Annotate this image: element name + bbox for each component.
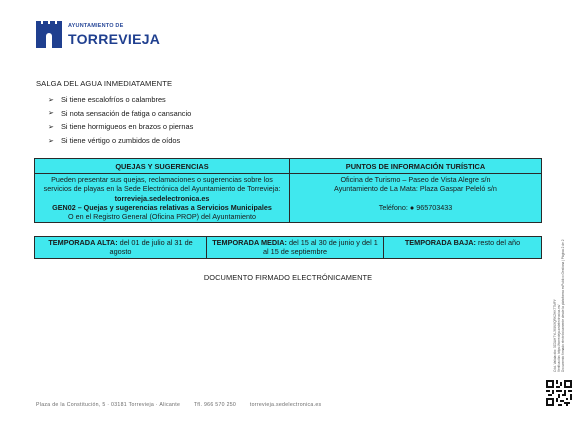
signature-note: Documento firmado electrónicamente desde la plataforma esPublico Gestiona | Página 2 de 2 [561,239,566,372]
season-high-value: del 01 de julio al 31 de agosto [109,238,193,257]
complaints-header: QUEJAS Y SUGERENCIAS [35,159,290,174]
list-item-text: Si tiene hormigueos en brazos o piernas [61,122,194,132]
la-mata-text: Ayuntamiento de La Mata: Plaza Gaspar Peleló s/n [334,184,497,194]
warning-list [48,93,193,147]
section-title: SALGA DEL AGUA INMEDIATAMENTE [36,79,173,88]
season-low-label: TEMPORADA BAJA: [404,238,476,247]
tourist-info-header: PUNTOS DE INFORMACIÓN TURÍSTICA [290,159,542,174]
qr-code-icon [546,380,572,406]
complaints-text: Pueden presentar sus quejas, reclamaciones o sugerencias sobre los servicios de playas en la Sede Electrónica del Ayuntamiento de Torrevieja: [43,175,281,194]
list-item [48,93,193,107]
list-item-text: Si tiene vértigo o zumbidos de oídos [61,136,181,146]
logo [34,20,160,50]
footer-address: Plaza de la Constitución, 5 · 03181 Torrevieja · Alicante [36,402,181,408]
validation-stamp-text [553,222,566,372]
list-item [48,107,193,121]
info-table [34,158,542,223]
logo-title: TORREVIEJA [68,30,161,47]
validation-stamp [549,222,573,372]
season-low-value: resto del año [477,238,521,247]
tourist-office-text: Oficina de Turismo – Paseo de Vista Alegre s/n [340,175,491,184]
season-mid-label: TEMPORADA MEDIA: [212,238,287,247]
tower-logo-icon [34,20,64,50]
phone-text: Teléfono: ● 965703433 [378,202,453,212]
procedure-code: GEN02 – Quejas y sugerencias relativas a Servicios Municipales [52,202,272,212]
validation-code: Cód. Validación: 3ZDAHTYL3XWXQRKZHK7TMFY [553,299,557,372]
list-item [48,120,193,134]
footer-phone: Tfl. 966 570 250 [193,402,237,408]
verification-url: Verificación: https://torrevieja.sedelectronica.es/ [557,304,562,372]
registry-text: O en el Registro General (Oficina PROP) del Ayuntamiento [67,212,257,222]
season-high-label: TEMPORADA ALTA: [48,238,118,247]
list-item-text: Si tiene escalofríos o calambres [61,95,166,105]
arrow-bullet-icon: ➢ [48,137,54,145]
season-high-cell [35,237,207,259]
footer-web[interactable]: torrevieja.sedelectronica.es [249,402,322,408]
signed-notice: DOCUMENTO FIRMADO ELECTRÓNICAMENTE [203,273,373,282]
season-mid-value: del 15 al 30 de junio y del 1 al 15 de septiembre [262,238,378,257]
logo-subtitle: AYUNTAMIENTO DE [68,23,124,30]
arrow-bullet-icon: ➢ [48,110,54,118]
list-item [48,134,193,148]
list-item-text: Si nota sensación de fatiga o cansancio [61,108,192,118]
season-mid-cell [207,237,384,259]
season-low-cell [384,237,542,259]
seasons-table [34,236,542,259]
arrow-bullet-icon: ➢ [48,123,54,131]
footer [36,402,333,408]
sede-link[interactable]: torrevieja.sedelectronica.es [114,193,210,203]
complaints-cell [35,174,290,223]
tourist-info-cell [290,174,542,223]
arrow-bullet-icon: ➢ [48,96,54,104]
